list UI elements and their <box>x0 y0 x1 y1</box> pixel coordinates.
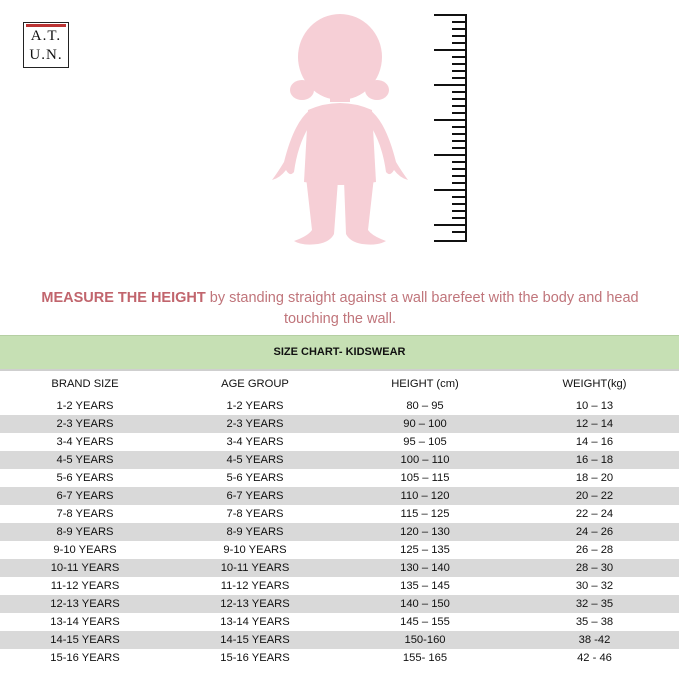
logo-line-1: A.T. <box>30 28 62 44</box>
cell-height: 105 – 115 <box>340 469 510 487</box>
child-figure-illustration <box>268 12 413 247</box>
cell-brand-size: 3-4 YEARS <box>0 433 170 451</box>
cell-weight: 28 – 30 <box>510 559 679 577</box>
header-brand-size: BRAND SIZE <box>0 370 170 397</box>
cell-age-group: 5-6 YEARS <box>170 469 340 487</box>
cell-age-group: 3-4 YEARS <box>170 433 340 451</box>
instruction-text: by standing straight against a wall barefeet with the body and head touching the wall. <box>205 290 639 327</box>
table-row <box>0 397 679 415</box>
brand-logo <box>23 22 69 68</box>
cell-age-group: 1-2 YEARS <box>170 397 340 415</box>
cell-height: 110 – 120 <box>340 487 510 505</box>
cell-brand-size: 13-14 YEARS <box>0 613 170 631</box>
cell-weight: 16 – 18 <box>510 451 679 469</box>
cell-height: 125 – 135 <box>340 541 510 559</box>
cell-weight: 24 – 26 <box>510 523 679 541</box>
cell-age-group: 13-14 YEARS <box>170 613 340 631</box>
cell-weight: 32 – 35 <box>510 595 679 613</box>
cell-weight: 18 – 20 <box>510 469 679 487</box>
cell-height: 120 – 130 <box>340 523 510 541</box>
cell-brand-size: 15-16 YEARS <box>0 649 170 667</box>
instruction-emphasis: MEASURE THE HEIGHT <box>41 290 206 306</box>
cell-age-group: 15-16 YEARS <box>170 649 340 667</box>
cell-weight: 14 – 16 <box>510 433 679 451</box>
table-title: SIZE CHART- KIDSWEAR <box>0 336 679 371</box>
cell-height: 90 – 100 <box>340 415 510 433</box>
cell-weight: 38 -42 <box>510 631 679 649</box>
table-row <box>0 469 679 487</box>
cell-age-group: 11-12 YEARS <box>170 577 340 595</box>
cell-brand-size: 2-3 YEARS <box>0 415 170 433</box>
header-age-group: AGE GROUP <box>170 370 340 397</box>
table-header-row <box>0 370 679 397</box>
cell-brand-size: 9-10 YEARS <box>0 541 170 559</box>
cell-weight: 12 – 14 <box>510 415 679 433</box>
header-height: HEIGHT (cm) <box>340 370 510 397</box>
cell-age-group: 6-7 YEARS <box>170 487 340 505</box>
cell-age-group: 4-5 YEARS <box>170 451 340 469</box>
table-row <box>0 541 679 559</box>
logo-stripe <box>26 24 66 27</box>
table-row <box>0 505 679 523</box>
cell-weight: 35 – 38 <box>510 613 679 631</box>
table-row <box>0 595 679 613</box>
cell-height: 100 – 110 <box>340 451 510 469</box>
table-row <box>0 631 679 649</box>
cell-weight: 10 – 13 <box>510 397 679 415</box>
cell-age-group: 8-9 YEARS <box>170 523 340 541</box>
table-title-row <box>0 336 679 371</box>
cell-weight: 26 – 28 <box>510 541 679 559</box>
cell-height: 140 – 150 <box>340 595 510 613</box>
table-row <box>0 523 679 541</box>
table-row <box>0 415 679 433</box>
measurement-instruction <box>30 288 650 330</box>
cell-weight: 22 – 24 <box>510 505 679 523</box>
cell-brand-size: 7-8 YEARS <box>0 505 170 523</box>
cell-brand-size: 8-9 YEARS <box>0 523 170 541</box>
cell-age-group: 10-11 YEARS <box>170 559 340 577</box>
table-row <box>0 487 679 505</box>
cell-weight: 30 – 32 <box>510 577 679 595</box>
cell-brand-size: 6-7 YEARS <box>0 487 170 505</box>
cell-height: 115 – 125 <box>340 505 510 523</box>
table-row <box>0 451 679 469</box>
cell-weight: 20 – 22 <box>510 487 679 505</box>
size-chart-table <box>0 335 679 667</box>
cell-age-group: 14-15 YEARS <box>170 631 340 649</box>
table-row <box>0 577 679 595</box>
cell-brand-size: 11-12 YEARS <box>0 577 170 595</box>
cell-age-group: 2-3 YEARS <box>170 415 340 433</box>
cell-age-group: 12-13 YEARS <box>170 595 340 613</box>
cell-age-group: 9-10 YEARS <box>170 541 340 559</box>
cell-brand-size: 1-2 YEARS <box>0 397 170 415</box>
cell-weight: 42 - 46 <box>510 649 679 667</box>
cell-brand-size: 10-11 YEARS <box>0 559 170 577</box>
table-row <box>0 649 679 667</box>
table-row <box>0 559 679 577</box>
cell-brand-size: 5-6 YEARS <box>0 469 170 487</box>
cell-brand-size: 12-13 YEARS <box>0 595 170 613</box>
table-row <box>0 433 679 451</box>
cell-height: 145 – 155 <box>340 613 510 631</box>
cell-age-group: 7-8 YEARS <box>170 505 340 523</box>
cell-height: 130 – 140 <box>340 559 510 577</box>
header-weight: WEIGHT(kg) <box>510 370 679 397</box>
cell-brand-size: 14-15 YEARS <box>0 631 170 649</box>
cell-height: 95 – 105 <box>340 433 510 451</box>
cell-height: 80 – 95 <box>340 397 510 415</box>
cell-height: 155- 165 <box>340 649 510 667</box>
height-ruler-illustration <box>430 12 470 244</box>
cell-height: 135 – 145 <box>340 577 510 595</box>
cell-height: 150-160 <box>340 631 510 649</box>
table-row <box>0 613 679 631</box>
cell-brand-size: 4-5 YEARS <box>0 451 170 469</box>
logo-line-2: U.N. <box>29 47 63 63</box>
